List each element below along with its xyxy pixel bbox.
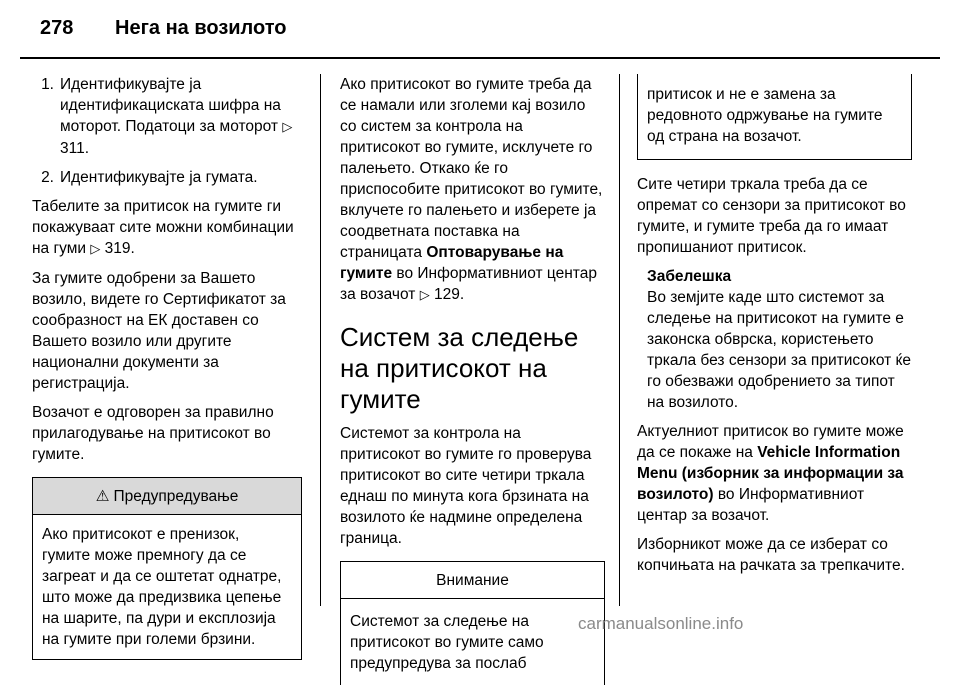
watermark: carmanualsonline.info	[578, 614, 744, 633]
warning-box	[32, 477, 302, 660]
warning-header	[33, 478, 301, 515]
page-header	[40, 17, 286, 40]
header-rule	[20, 57, 940, 59]
warning-title: Предупредување	[113, 487, 239, 505]
step-text: Идентификувајте ја гумата.	[60, 169, 258, 186]
menu-term: Vehicle Information Menu (изборник за информации за возилото)	[637, 444, 904, 503]
paragraph: Сите четири тркала треба да се опремат со сензори за притисокот во гумите, и гумите треба да го имаат пропишаниот притисок.	[637, 176, 906, 256]
step-number: 1.	[41, 76, 54, 93]
section-heading: Систем за следење на притисокот на гумите	[340, 322, 579, 414]
note-text: Во земјите каде што системот за следење на притисокот на гумите е законска обврска, користењето тркала без сензори за притисокот ќе го обезважи одобрението за типот на возилото.	[647, 289, 911, 411]
page-title: Нега на возилото	[115, 17, 287, 39]
paragraph: Системот за контрола на притисокот во гумите го проверува притисокот во сите четири тркала еднаш по минута кога брзината на возилото ќе надмине определена граница.	[340, 425, 592, 547]
column-2	[340, 74, 605, 685]
note-title: Забелешка	[647, 268, 732, 285]
page-ref-link[interactable]: 311.	[60, 140, 90, 157]
column-3	[637, 74, 912, 584]
ref-arrow-icon: ▷	[419, 288, 430, 303]
notice-text: Системот за следење на притисокот во гумите само предупредува за послаб	[350, 613, 544, 672]
paragraph: Актуелниот притисок во гумите може да се покаже на Vehicle Information Menu (изборник за информации за возилото) во Информативниот центар за возачот.	[637, 423, 904, 524]
steps-list	[32, 74, 302, 188]
ref-arrow-icon: ▷	[90, 242, 101, 257]
notice-box	[340, 561, 605, 685]
paragraph: Табелите за притисок на гумите ги покажуваат сите можни комбинации на гуми ▷ 319.	[32, 198, 294, 257]
notice-title: Внимание	[341, 562, 604, 599]
paragraph: Возачот е одговорен за правилно прилагодување на притисокот во гумите.	[32, 404, 274, 463]
note-block	[637, 266, 912, 413]
list-item	[32, 167, 302, 188]
step-text: Идентификувајте ја идентификациската шифра на моторот. Податоци за моторот	[60, 76, 281, 135]
warning-triangle-icon: ⚠	[95, 486, 110, 505]
paragraph: Ако притисокот во гумите треба да се намали или зголеми кај возило со систем за контрола на притисокот во гумите, исклучете го палењето. Откако ќе го приспособите притисокот во гумите, вклучете го палењето и изберете ја соодветната поставка на страницата Оптоварување на гумите во Информативниот центар за возачот ▷ 129.	[340, 76, 603, 303]
page-number: 278	[40, 17, 74, 39]
page-ref-link[interactable]: 129.	[434, 286, 465, 303]
column-divider	[320, 74, 321, 606]
menu-term: Оптоварување на гумите	[340, 244, 564, 282]
warning-text: Ако притисокот е пренизок, гумите може премногу да се загреат и да се оштетат однатре, што може да предизвика цепење на шарите, па дури и експлозија на гумите при големи брзини.	[42, 526, 282, 648]
column-1	[32, 74, 302, 660]
list-item	[32, 74, 302, 159]
column-divider	[619, 74, 620, 606]
paragraph: Изборникот може да се изберат со копчињата на рачката за трепкачите.	[637, 536, 905, 574]
page-ref-link[interactable]: 319.	[104, 240, 135, 257]
paragraph: За гумите одобрени за Вашето возило, видете го Сертификатот за сообразност на ЕК доставен со Вашето возило или другите национални документи за регистрација.	[32, 270, 286, 392]
ref-arrow-icon: ▷	[282, 120, 293, 135]
step-number: 2.	[41, 169, 54, 186]
notice-continuation: притисок и не е замена за редовното одржување на гумите од страна на возачот.	[637, 74, 912, 160]
